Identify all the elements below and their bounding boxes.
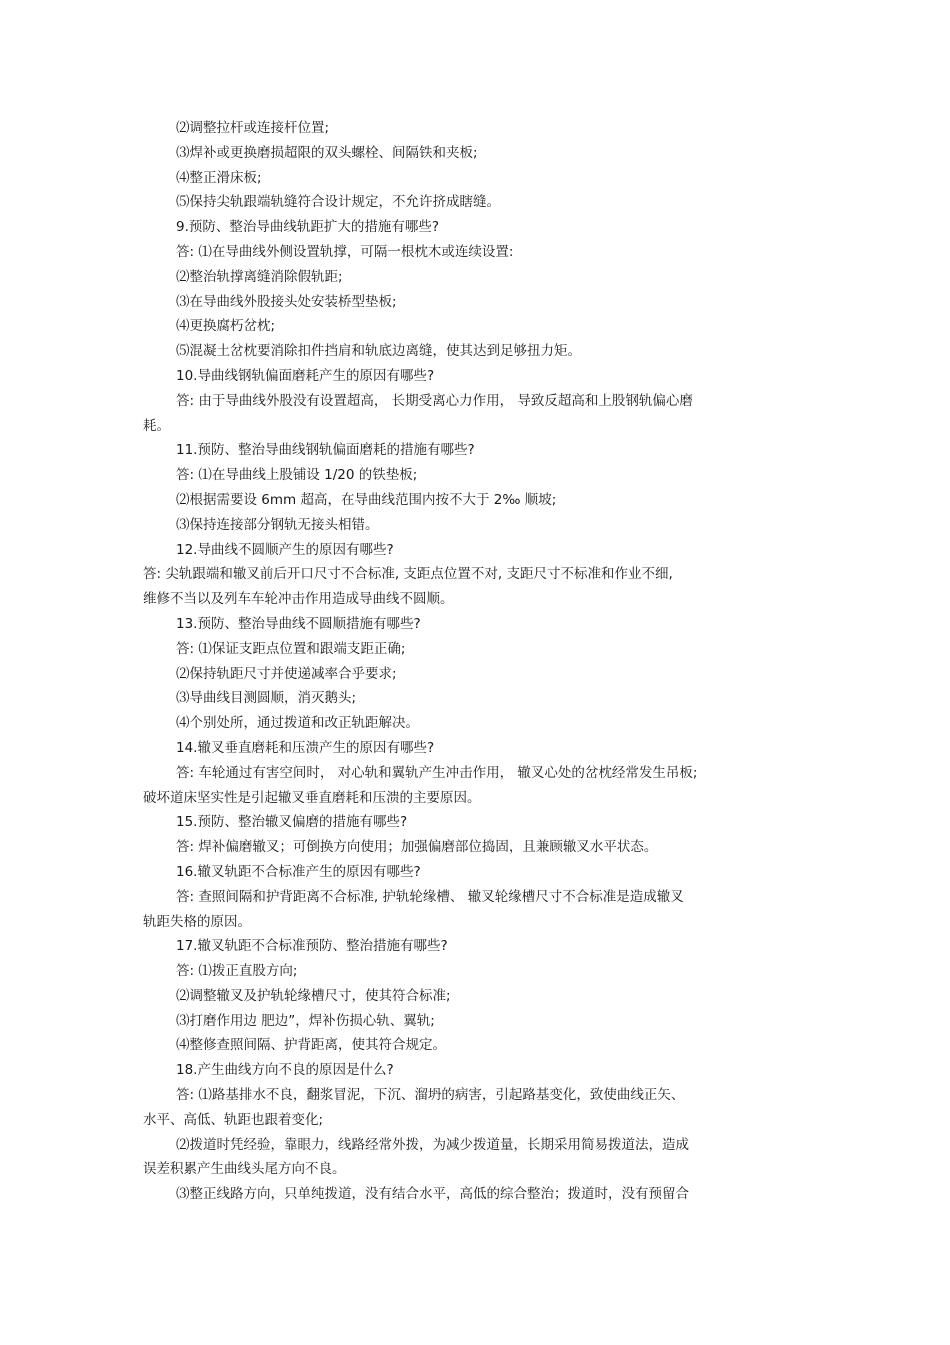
text-line: 10.导曲线钢轨偏面磨耗产生的原因有哪些? [176,367,435,384]
text-line: 答: ⑴拨正直股方向; [176,963,298,980]
text-line: ⑷整修查照间隔、护背距离，使其符合规定。 [176,1037,446,1054]
text-line: ⑷更换腐朽岔枕; [176,318,276,335]
text-line: ⑸保持尖轨跟端轨缝符合设计规定，不允许挤成瞎缝。 [176,194,500,211]
text-line: 12.导曲线不圆顺产生的原因有哪些? [176,541,394,558]
text-line: 维修不当以及列车车轮冲击作用造成导曲线不圆顺。 [143,591,454,608]
text-line: ⑵根据需要设 6mm 超高，在导曲线范围内按不大于 2‰ 顺坡; [176,491,557,508]
text-line: 16.辙叉轨距不合标准产生的原因有哪些? [176,863,421,880]
text-line: 答: 焊补偏磨辙叉；可倒换方向使用；加强偏磨部位捣固，且兼顾辙叉水平状态。 [176,839,658,856]
text-line: ⑶整正线路方向，只单纯拨道，没有结合水平，高低的综合整治；拨道时，没有预留合 [176,1186,689,1203]
text-line: 答: 由于导曲线外股没有设置超高， 长期受离心力作用， 导致反超高和上股钢轨偏心磨 [176,392,693,409]
text-line: ⑶焊补或更换磨损超限的双头螺栓、间隔铁和夹板; [176,144,478,161]
text-line: 轨距失格的原因。 [143,913,251,930]
text-line: ⑸混凝土岔枕要消除扣件挡肩和轨底边离缝，使其达到足够扭力矩。 [176,343,581,360]
text-line: ⑶保持连接部分钢轨无接头相错。 [176,516,379,533]
text-line: ⑵调整辙叉及护轨轮缘槽尺寸，使其符合标准; [176,987,451,1004]
text-line: 破坏道床坚实性是引起辙叉垂直磨耗和压溃的主要原因。 [143,789,481,806]
text-line: 答: ⑴保证支距点位置和跟端支距正确; [176,640,406,657]
text-line: ⑵整治轨撑离缝消除假轨距; [176,268,343,285]
text-line: 14.辙叉垂直磨耗和压溃产生的原因有哪些? [176,739,435,756]
text-line: 答: ⑴在导曲线外侧设置轨撑，可隔一根枕木或连续设置: [176,243,514,260]
text-line: 误差积累产生曲线头尾方向不良。 [143,1161,346,1178]
text-line: ⑷整正滑床板; [176,169,262,186]
text-line: 11.预防、整治导曲线钢轨偏面磨耗的措施有哪些? [176,442,475,459]
text-line: ⑵保持轨距尺寸并使递减率合乎要求; [176,665,397,682]
text-line: ⑵调整拉杆或连接杆位置; [176,120,330,136]
text-line: 13.预防、整治导曲线不圆顺措施有哪些? [176,615,421,632]
text-line: 15.预防、整治辙叉偏磨的措施有哪些? [176,814,408,831]
text-line: 耗。 [143,417,170,434]
text-line: 答: 查照间隔和护背距离不合标准, 护轨轮缘槽、 辙叉轮缘槽尺寸不合标准是造成辙叉 [176,888,684,905]
text-line: 答: 车轮通过有害空间时， 对心轨和翼轨产生冲击作用， 辙叉心处的岔枕经常发生吊板; [176,764,698,781]
text-line: ⑶导曲线目测圆顺，消灭鹅头; [176,690,357,707]
text-line: 答: 尖轨跟端和辙叉前后开口尺寸不合标准, 支距点位置不对, 支距尺寸不标准和作业不细, [143,566,673,583]
text-line: 17.辙叉轨距不合标准预防、整治措施有哪些? [176,938,448,955]
text-line: 水平、高低、轨距也跟着变化; [143,1111,324,1128]
text-line: ⑷个别处所，通过拨道和改正轨距解决。 [176,715,419,732]
text-line: 答: ⑴在导曲线上股铺设 1/20 的铁垫板; [176,467,418,484]
text-line: 9.预防、整治导曲线轨距扩大的措施有哪些? [176,219,440,236]
text-line: ⑶打磨作用边 肥边”，焊补伤损心轨、翼轨; [176,1012,435,1029]
document-body [143,116,793,1207]
text-line: 18.产生曲线方向不良的原因是什么? [176,1062,394,1079]
text-line: ⑵拨道时凭经验，靠眼力，线路经常外拨，为减少拨道量，长期采用简易拨道法，造成 [176,1136,689,1153]
text-line: 答: ⑴路基排水不良，翻浆冒泥，下沉、溜坍的病害，引起路基变化，致使曲线正矢、 [176,1087,685,1104]
text-line: ⑶在导曲线外股接头处安装桥型垫板; [176,293,397,310]
